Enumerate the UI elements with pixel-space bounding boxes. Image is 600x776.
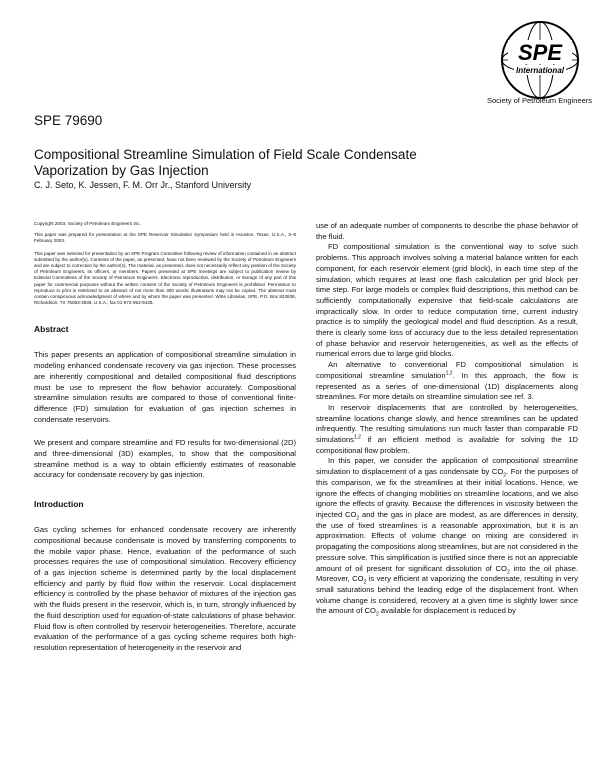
p2-text-a: An alternative to conventional FD compositional simulation is compositional streamline simulation — [316, 360, 578, 380]
right-paragraph-3 — [316, 403, 578, 457]
right-paragraph-2 — [316, 360, 578, 403]
p4-text-f: available for displacement is reduced by — [378, 606, 516, 616]
logo-letters: SPE — [517, 40, 563, 65]
spe-globe-icon — [490, 16, 590, 106]
preparation-notice: This paper was prepared for presentation at the SPE Reservoir Simulation Symposium held in Houston, Texas, U.S.A., 3–5 February 2003. — [34, 232, 296, 244]
authors: C. J. Seto, K. Jessen, F. M. Orr Jr., Stanford University — [34, 180, 252, 190]
p4-sub-4: 2 — [363, 579, 367, 586]
right-column — [316, 221, 578, 617]
copyright-notice: Copyright 2003, Society of Petroleum Engineers Inc. — [34, 221, 141, 226]
right-paragraph-4 — [316, 456, 578, 617]
abstract-paragraph-1: This paper presents an application of compositional streamline simulation in modeling enhanced condensate recovery via gas injection. These processes are inherently compositional and detailed compositional fluid descriptions must be use to represent the flow behavior accurately. Compositional streamline simulation results are compared to those of conventional finite-difference (FD) simulation for evaluation of gas injection schemes in condensate reservoirs. — [34, 350, 296, 424]
disclaimer-notice: This paper was selected for presentation by an SPE Program Committee following review of information contained in an abstract submitted by the author(s). Contents of the paper, as presented, have not been reviewed by the Society of Petroleum Engineers and are subject to correction by the author(s). The material, as presented, does not necessarily reflect any position of the Society of Petroleum Engineers, its officers, or members. Papers presented at SPE meetings are subject to publication review by Editorial Committees of the Society of Petroleum Engineers. Electronic reproduction, distribution, or storage of any part of this paper for commercial purposes without the written consent of the Society of Petroleum Engineers is prohibited. Permission to reproduce in print is restricted to an abstract of not more than 300 words; illustrations may not be copied. The abstract must contain conspicuous acknowledgment of where and by whom the paper was presented. Write Librarian, SPE, P.O. Box 833836, Richardson, TX 75083-3836, U.S.A., fax 01-972-952-9435. — [34, 250, 296, 306]
paper-number: SPE 79690 — [34, 113, 103, 128]
abstract-paragraph-2: We present and compare streamline and FD results for two-dimensional (2D) and three-dimensional (3D) examples, to show that the compositional streamline method is a way to obtain efficiently estimates of reasonable accuracy for condensate recovery by gas injection. — [34, 438, 296, 480]
introduction-heading: Introduction — [34, 499, 84, 510]
p4-text-a: In this paper, we consider the application of compositional streamline simulation to displacement of a gas condensate by CO — [316, 456, 578, 477]
p3-text-b: if an efficient method is available for solving the 1D compositional flow problem. — [316, 435, 578, 455]
right-paragraph-0: use of an adequate number of components to describe the phase behavior of the fluid. — [316, 221, 578, 241]
p4-sub-1: 2 — [503, 472, 507, 479]
p4-text-c: and the gas in place are modest, as are differences in density, the use of fixed streamlines is a reasonable approximation, but it is an approximation. Effects of volume change on mixing are considered in propagating the compositions along streamlines, but are not considered in the pressure solve. This simplification is justified since there is not an appreciable amount of oil present for significant dissolution of CO — [316, 509, 578, 573]
abstract-heading: Abstract — [34, 324, 69, 335]
spe-logo — [490, 16, 590, 106]
introduction-paragraph-1: Gas cycling schemes for enhanced condensate recovery are inherently compositional because condensate is moved by transferring components to the mobile vapor phase. Hence, evaluation of the performance of such processes requires the use of compositional simulation. Recovery efficiency of a gas injection scheme is determined partly by the local displacement efficiency and partly by fluid flow within the reservoir. Local displacement efficiency is controlled by the phase behavior of mixtures of the injection gas with the fluids present in the reservoir, which is, in turn, strongly influenced by the fluid description used for equation-of-state calculations of phase behavior. Fluid flow is often controlled by reservoir heterogeneities. Therefore, accurate evaluation of the performance of a gas cycling scheme requires both high-resolution representation of heterogeneity in the reservoir and — [34, 525, 296, 652]
p4-sub-3: 2 — [506, 569, 510, 576]
left-column — [34, 221, 296, 667]
paper-title: Compositional Streamline Simulation of Field Scale Condensate Vaporization by Gas Injection — [34, 147, 417, 178]
p4-text-b: . For the purposes of this comparison, we fix the streamlines at their initial locations. Hence, we ignore the effects of changing mobilities on streamline locations, and we also ignore the effects of gravity. Because the differences in viscosity between the injected CO — [316, 467, 578, 519]
p2-citation: 1,2 — [445, 370, 453, 377]
p4-text-d: into the oil phase. Moreover, CO — [316, 563, 578, 584]
p4-text-e: is very efficient at vaporizing the condensate, resulting in very small saturations behind the leading edge of the displacement front. When volume change is considered, recovery at a given time is slightly lower since the amount of CO — [316, 574, 578, 616]
p2-text-b: . In this approach, the flow is represented as a series of one-dimensional (1D) displacements along streamlines. For more details on streamline simulation see ref. 3. — [316, 370, 578, 402]
p3-text-a: In reservoir displacements that are controlled by heterogeneities, streamline locations change slowly, and hence streamlines can be updated infrequently. The resulting simulations run much faster than comparable FD simulations — [316, 402, 578, 445]
p3-citation: 1,2 — [353, 434, 361, 441]
p4-sub-2: 2 — [356, 515, 360, 522]
right-paragraph-1: FD compositional simulation is the conventional way to solve such problems. This approach involves solving a material balance written for each component, for each reservoir element (grid block), in each time step of the simulation, which requires at least one flash calculation per grid block per time step. For large models or complex fluid descriptions, this method can be sufficiently computationally expensive that field-scale calculations are impractically slow. In order to reduce computation time, current industry practice is to simplify the geological model and fluid description. As a result, there is clearly some loss of accuracy due to the less detailed representation of phase behavior and reservoir heterogeneities, as well as the effects of numerical errors due to large grid blocks. — [316, 242, 578, 359]
p4-sub-5: 2 — [375, 611, 379, 618]
logo-caption: Society of Petroleum Engineers — [486, 96, 592, 105]
logo-ring-text: International — [515, 66, 565, 75]
